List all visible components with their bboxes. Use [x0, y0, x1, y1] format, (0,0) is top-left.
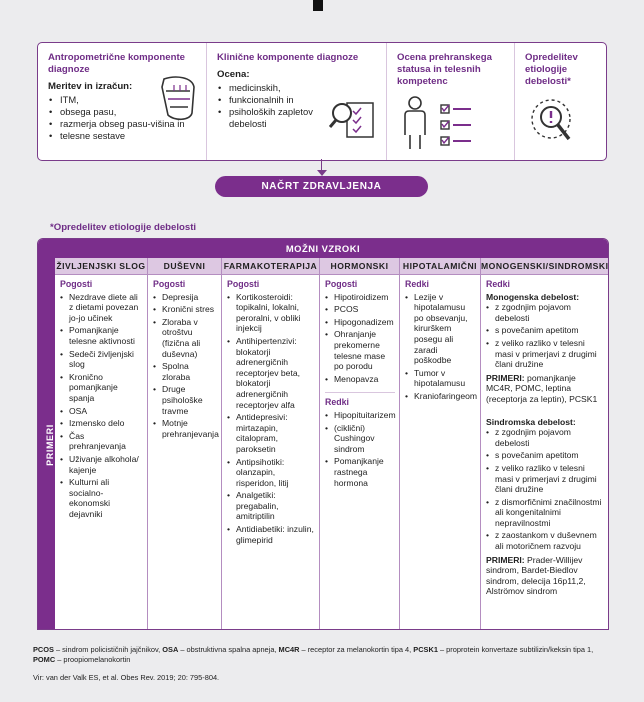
list-item: • Čas prehranjevanja — [69, 431, 143, 452]
etiology-column — [514, 43, 606, 160]
list-item: • Uživanje alkohola/ kajenje — [69, 454, 143, 475]
abbr-desc: – sindrom policističnih jajčnikov, — [53, 645, 163, 654]
list-item: • Hipopituitarizem — [334, 410, 395, 421]
list-item: • Izmensko delo — [69, 418, 143, 429]
nutrition-title: Ocena prehranskega statusa in telesnih kompetenc — [397, 52, 492, 87]
column-header: ŽIVLJENJSKI SLOG — [55, 258, 147, 275]
list-item: • Antihipertenzivi: blokatorji adrenergičnih receptorjev beta, blokatorji adrenergičnih receptorjev alfa — [236, 336, 315, 410]
treatment-plan-banner: NAČRT ZDRAVLJENJA — [215, 176, 428, 197]
list-item: • telesne sestave — [60, 130, 198, 142]
abbr-term: PCOS — [33, 645, 54, 654]
source-citation: Vir: van der Valk ES, et al. Obes Rev. 2019; 20: 795-804. — [33, 673, 220, 682]
list-item: • Spolna zloraba — [162, 361, 217, 382]
causes-table — [37, 238, 609, 630]
cause-list — [486, 427, 604, 552]
list-item: • z zaostankom v duševnem ali motoričnem razvoju — [495, 530, 604, 551]
list-item: • Antipsihotiki: olanzapin, risperidon, litij — [236, 457, 315, 489]
clinical-title: Klinične komponente diagnoze — [217, 52, 359, 63]
list-item: • Kronični stres — [162, 304, 217, 315]
measuring-tape-icon — [156, 73, 200, 123]
column-header: DUŠEVNI — [148, 258, 221, 275]
abbr-term: OSA — [162, 645, 179, 654]
list-item: • Ohranjanje prekomerne telesne mase po porodu — [334, 329, 395, 371]
anthropometric-column — [38, 43, 206, 160]
abbr-term: MC4R — [278, 645, 300, 654]
abbr-desc: – receptor za melanokortin tipa 4, — [299, 645, 414, 654]
list-item: • z zgodnjim pojavom debelosti — [495, 302, 604, 323]
list-item: • psiholoških zapletov debelosti — [229, 106, 334, 130]
cause-list — [325, 410, 395, 488]
syndromic-examples — [486, 555, 604, 597]
etiology-note: *Opredelitev etiologije debelosti — [50, 222, 197, 233]
list-item: • ITM, — [60, 94, 198, 106]
syndromic-subtitle: Sindromska debelost: — [486, 416, 576, 427]
list-item: • z dismorfičnimi značilnostmi ali kongenitalnimi nepravilnostmi — [495, 497, 604, 529]
clinical-list — [217, 82, 334, 130]
list-item: • z veliko razliko v telesni masi v primerjavi z drugimi člani družine — [495, 463, 604, 495]
list-item: • Kronično pomanjkanje spanja — [69, 372, 143, 404]
etiology-title: Opredelitev etiologije debelosti* — [525, 52, 578, 87]
section-label: Redki — [486, 279, 510, 289]
cause-list — [153, 292, 217, 440]
abbr-desc: – proprotein konvertaze subtilizin/keksin tipa 1, — [437, 645, 594, 654]
examples-text: pomanjkanje MC4R, POMC, leptina (receptorja za leptin), PCSK1 — [486, 372, 598, 404]
page-marker — [313, 0, 323, 11]
list-item: • Hipotiroidizem — [334, 292, 395, 303]
examples-sidebar — [38, 258, 55, 629]
list-item: • Menopavza — [334, 374, 395, 385]
abbreviations-footnote — [33, 645, 613, 664]
list-item: • Tumor v hipotalamusu — [414, 368, 476, 389]
examples-side-label: PRIMERI — [44, 424, 55, 466]
list-item: • razmerja obseg pasu-višina in — [60, 118, 198, 130]
list-item: • Pomanjkanje telesne aktivnosti — [69, 325, 143, 346]
list-item: • Kraniofaringeom — [414, 391, 476, 402]
list-item: • Depresija — [162, 292, 217, 303]
abbr-term: POMC — [33, 654, 56, 664]
list-item: • Motnje prehranjevanja — [162, 418, 217, 439]
abbr-desc: – obstruktivna spalna apneja, — [178, 645, 279, 654]
list-item: • s povečanim apetitom — [495, 325, 604, 336]
list-item: • obsega pasu, — [60, 106, 198, 118]
cause-list — [325, 292, 395, 385]
cause-list — [227, 292, 315, 546]
cause-list — [486, 302, 604, 370]
list-item: • z zgodnjim pojavom debelosti — [495, 427, 604, 448]
list-item: • Analgetiki: pregabalin, amitriptilin — [236, 490, 315, 522]
section-label: Redki — [405, 279, 429, 289]
list-item: • (ciklični) Cushingov sindrom — [334, 423, 395, 455]
abbr-term: PCSK1 — [413, 645, 438, 654]
magnifier-checklist-icon — [329, 93, 381, 145]
column-header: FARMAKOTERAPIJA — [222, 258, 319, 275]
list-item: • Zloraba v otroštvu (fizična ali duševna) — [162, 317, 217, 359]
examples-label: PRIMERI: — [486, 372, 525, 383]
column-monogenic — [480, 258, 608, 629]
clinical-subtitle: Ocena: — [217, 69, 250, 80]
nutrition-column — [386, 43, 514, 160]
list-item: • Sedeči življenjski slog — [69, 349, 143, 370]
cause-list — [60, 292, 143, 520]
section-label: Pogosti — [227, 279, 260, 289]
column-header: HIPOTALAMIČNI — [400, 258, 480, 275]
magnifier-exclamation-icon — [527, 95, 581, 145]
section-label: Pogosti — [325, 279, 358, 289]
list-item: • medicinskih, — [229, 82, 334, 94]
column-pharmacotherapy — [221, 258, 319, 629]
list-item: • z veliko razliko v telesni masi v primerjavi z drugimi člani družine — [495, 338, 604, 370]
column-header: HORMONSKI — [320, 258, 399, 275]
examples-label: PRIMERI: — [486, 554, 525, 565]
column-header: MONOGENSKI/SINDROMSKI — [481, 258, 608, 275]
list-item: • Pomanjkanje rastnega hormona — [334, 456, 395, 488]
section-label: Pogosti — [60, 279, 93, 289]
list-item: • Antidepresivi: mirtazapin, citalopram, paroksetin — [236, 412, 315, 454]
anthropometric-title: Antropometrične komponente diagnoze — [48, 52, 185, 75]
cause-list — [405, 292, 476, 402]
list-item: • Nezdrave diete ali z dietami povezan jo-jo učinek — [69, 292, 143, 324]
examples-text: Prader-Willijev sindrom, Bardet-Biedlov sindrom, delecija 16p11,2, Alströmov sindrom — [486, 554, 586, 597]
anthropometric-subtitle: Meritev in izračun: — [48, 81, 133, 92]
list-item: • Lezije v hipotalamusu po obsevanju, kirurškem posegu ali zaradi poškodbe — [414, 292, 476, 366]
diagnosis-components-box — [37, 42, 607, 161]
section-label: Redki — [325, 392, 395, 408]
list-item: • OSA — [69, 406, 143, 417]
list-item: • Druge psihološke travme — [162, 384, 217, 416]
list-item: • s povečanim apetitom — [495, 450, 604, 461]
column-hypothalamic — [399, 258, 480, 629]
column-hormonal — [319, 258, 399, 629]
section-label: Pogosti — [153, 279, 186, 289]
list-item: • Kortikosteroidi: topikalni, lokalni, peroralni, v obliki injekcij — [236, 292, 315, 334]
person-checklist-icon — [401, 95, 481, 151]
causes-table-header: MOŽNI VZROKI — [38, 239, 608, 258]
list-item: • PCOS — [334, 304, 395, 315]
abbr-desc: – proopiomelanokortin — [55, 654, 131, 664]
monogenic-subtitle: Monogenska debelost: — [486, 291, 580, 302]
list-item: • funkcionalnih in — [229, 94, 334, 106]
monogenic-examples — [486, 373, 604, 405]
column-mental — [147, 258, 221, 629]
list-item: • Kulturni ali socialno-ekonomski dejavniki — [69, 477, 143, 519]
clinical-column — [206, 43, 386, 160]
list-item: • Antidiabetiki: inzulin, glimepirid — [236, 524, 315, 545]
list-item: • Hipogonadizem — [334, 317, 395, 328]
column-lifestyle — [55, 258, 147, 629]
